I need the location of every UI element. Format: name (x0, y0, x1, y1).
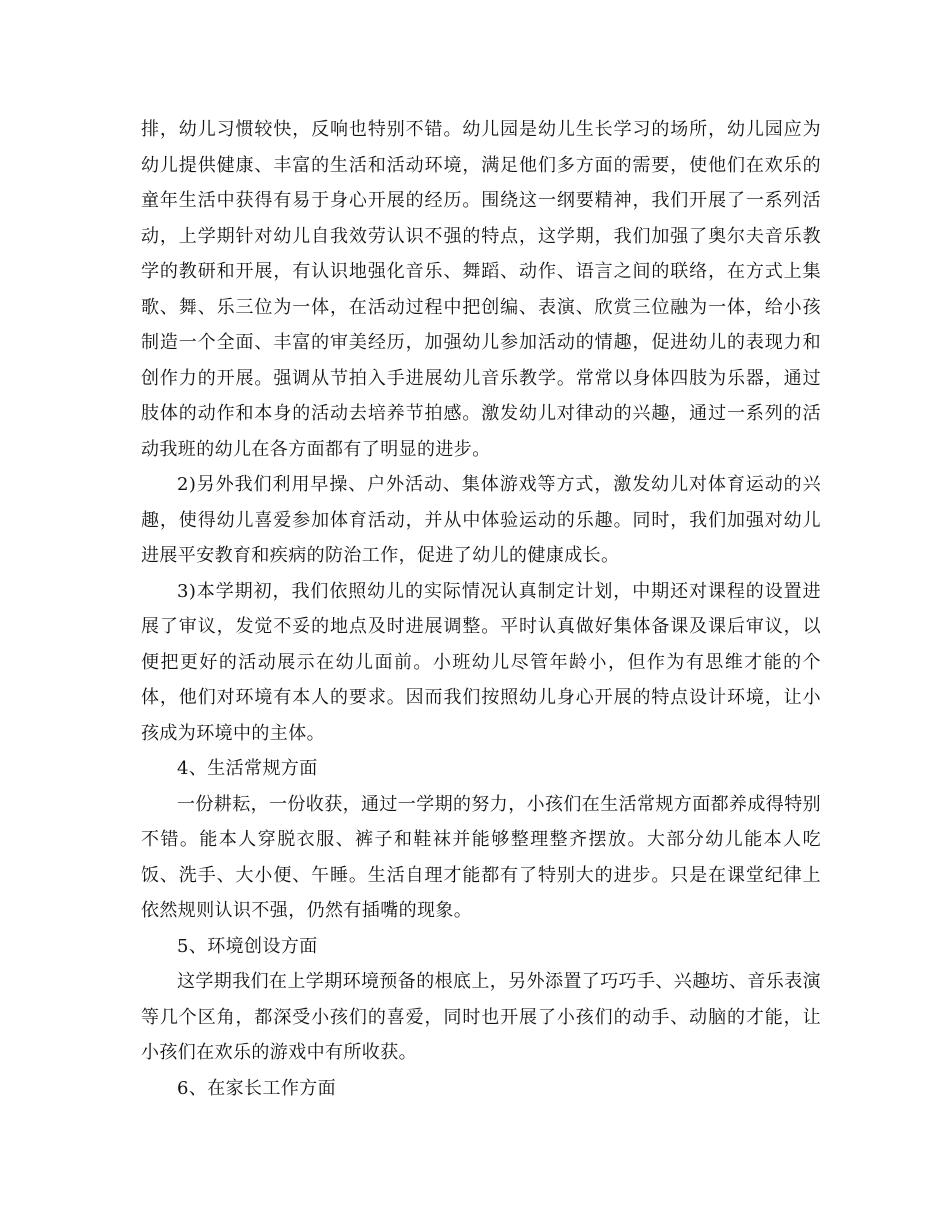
paragraph-1: 排，幼儿习惯较快，反响也特别不错。幼儿园是幼儿生长学习的场所，幼儿园应为幼儿提供健康、丰富的生活和活动环境，满足他们多方面的需要，使他们在欢乐的童年生活中获得有易于身心开展的经历。围绕这一纲要精神，我们开展了一系列活动，上学期针对幼儿自我效劳认识不强的特点，这学期，我们加强了奥尔夫音乐教学的教研和开展，有认识地强化音乐、舞蹈、动作、语言之间的联络，在方式上集歌、舞、乐三位为一体，在活动过程中把创编、表演、欣赏三位融为一体，给小孩制造一个全面、丰富的审美经历，加强幼儿参加活动的情趣，促进幼儿的表现力和创作力的开展。强调从节拍入手进展幼儿音乐教学。常常以身体四肢为乐器，通过肢体的动作和本身的活动去培养节拍感。激发幼儿对律动的兴趣，通过一系列的活动我班的幼儿在各方面都有了明显的进步。 (141, 119, 821, 460)
paragraph-3: 3)本学期初，我们依照幼儿的实际情况认真制定计划，中期还对课程的设置进展了审议，发觉不妥的地点及时进展调整。平时认真做好集体备课及课后审议，以便把更好的活动展示在幼儿面前。小班幼儿尽管年龄小，但作为有思维才能的个体，他们对环境有本人的要求。因而我们按照幼儿身心开展的特点设计环境，让小孩成为环境中的主体。 (141, 580, 821, 744)
paragraph-7: 这学期我们在上学期环境预备的根底上，另外添置了巧巧手、兴趣坊、音乐表演等几个区角，都深受小孩们的喜爱，同时也开展了小孩们的动手、动脑的才能，让小孩们在欢乐的游戏中有所收获。 (141, 971, 821, 1063)
document-body (141, 112, 821, 1106)
section-heading-6: 6、在家长工作方面 (177, 1077, 337, 1099)
section-heading-5: 5、环境创设方面 (177, 935, 318, 957)
paragraph-2: 2)另外我们利用早操、户外活动、集体游戏等方式，激发幼儿对体育运动的兴趣，使得幼儿喜爱参加体育活动，并从中体验运动的乐趣。同时，我们加强对幼儿进展平安教育和疾病的防治工作，促进了幼儿的健康成长。 (141, 474, 821, 566)
paragraph-5: 一份耕耘，一份收获，通过一学期的努力，小孩们在生活常规方面都养成得特别不错。能本人穿脱衣服、裤子和鞋袜并能够整理整齐摆放。大部分幼儿能本人吃饭、洗手、大小便、午睡。生活自理才能都有了特别大的进步。只是在课堂纪律上依然规则认识不强，仍然有插嘴的现象。 (141, 793, 821, 921)
section-heading-4: 4、生活常规方面 (177, 758, 318, 779)
